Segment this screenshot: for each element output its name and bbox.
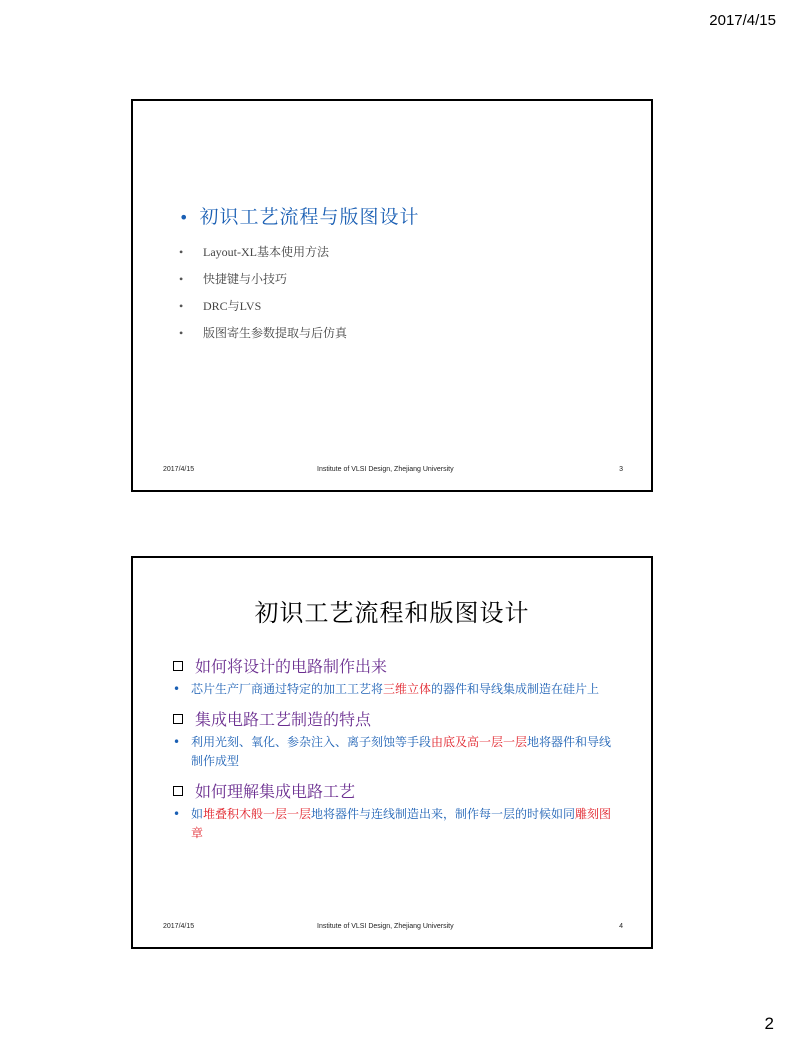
- footer-slide-number: 3: [619, 466, 623, 473]
- list-item: [179, 270, 347, 297]
- section-heading: [173, 707, 623, 733]
- text-span: 地将器件与连线制造出来，制作每一层的时候如同: [311, 807, 576, 821]
- list-item: [173, 805, 623, 843]
- square-bullet-icon: [173, 661, 183, 671]
- footer-date: 2017/4/15: [163, 923, 195, 930]
- square-bullet-icon: [173, 786, 183, 796]
- highlight-text: 由底及高一层一层: [431, 735, 528, 749]
- list-item-text: Layout-XL基本使用方法: [203, 245, 329, 259]
- slide-3: [131, 99, 653, 492]
- list-item: [179, 243, 347, 270]
- section-heading: [173, 654, 623, 680]
- bullet-icon: •: [179, 208, 190, 227]
- list-item-text: 版图寄生参数提取与后仿真: [203, 326, 348, 340]
- text-span: 的器件和导线集成制造在硅片上: [431, 682, 600, 696]
- section-heading: [173, 779, 623, 805]
- footer-institute: Institute of VLSI Design, Zhejiang University: [317, 923, 454, 930]
- slide-content: [173, 654, 623, 851]
- slide-footer: [133, 923, 651, 935]
- bullet-icon: •: [179, 326, 184, 340]
- page-number: 2: [764, 1014, 774, 1033]
- page-date: 2017/4/15: [709, 12, 776, 29]
- slide-title: [179, 202, 419, 229]
- slide-title-text: 初识工艺流程与版图设计: [199, 206, 420, 228]
- bullet-icon: •: [173, 807, 181, 821]
- list-item: [173, 680, 623, 699]
- bullet-icon: •: [179, 299, 184, 313]
- slide-title: 初识工艺流程和版图设计: [254, 599, 530, 627]
- square-bullet-icon: [173, 714, 183, 724]
- bullet-icon: •: [179, 272, 184, 286]
- text-span: 地将器件和导线制作成型: [191, 735, 612, 768]
- slide-footer: [133, 466, 651, 478]
- text-span: 利用光刻、氧化、参杂注入、离子刻蚀等手段: [191, 735, 432, 749]
- footer-institute: Institute of VLSI Design, Zhejiang University: [317, 466, 454, 473]
- section-heading-text: 如何理解集成电路工艺: [195, 782, 356, 801]
- bullet-icon: •: [179, 245, 184, 259]
- list-item: [179, 324, 347, 351]
- agenda-list: [179, 243, 347, 351]
- list-item-text: 快捷键与小技巧: [203, 272, 288, 286]
- list-item-text: DRC与LVS: [203, 299, 262, 313]
- slide-4: [131, 556, 653, 949]
- bullet-icon: •: [173, 735, 181, 749]
- text-span: 如: [191, 807, 204, 821]
- highlight-text: 堆叠积木般一层一层: [203, 807, 312, 821]
- bullet-icon: •: [173, 682, 181, 696]
- text-span: 芯片生产厂商通过特定的加工工艺将: [191, 682, 384, 696]
- list-item: [179, 297, 347, 324]
- highlight-text: 雕刻图章: [191, 807, 612, 840]
- footer-slide-number: 4: [619, 923, 623, 930]
- highlight-text: 三维立体: [383, 682, 432, 696]
- section-heading-text: 集成电路工艺制造的特点: [195, 710, 372, 729]
- list-item: [173, 733, 623, 771]
- section-heading-text: 如何将设计的电路制作出来: [195, 657, 388, 676]
- footer-date: 2017/4/15: [163, 466, 195, 473]
